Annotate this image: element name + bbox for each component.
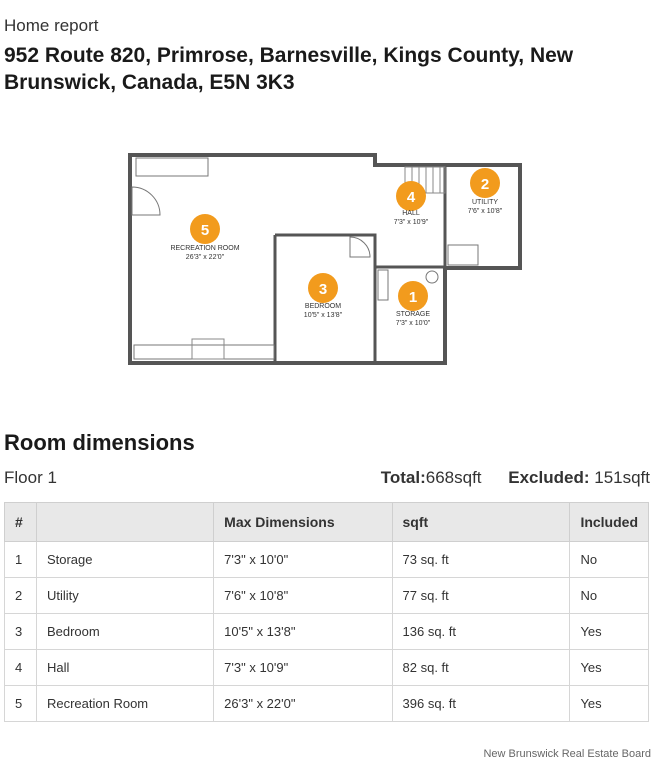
room-dimensions-title: Room dimensions (4, 430, 195, 455)
room-label-recreation: RECREATION ROOM (170, 245, 240, 252)
row-number: 5 (5, 686, 37, 722)
row-included: No (570, 542, 649, 578)
room-marker-1[interactable] (398, 281, 428, 311)
table-row (5, 650, 649, 686)
total-value: 668sqft (425, 468, 482, 487)
row-room: Hall (36, 650, 213, 686)
row-dims: 7'3" x 10'9" (214, 650, 392, 686)
row-dims: 26'3" x 22'0" (214, 686, 392, 722)
room-marker-4[interactable] (396, 181, 426, 211)
svg-text:3: 3 (318, 281, 328, 298)
row-included: Yes (570, 650, 649, 686)
row-sqft: 77 sq. ft (392, 578, 570, 614)
row-number: 2 (5, 578, 37, 614)
row-included: Yes (570, 686, 649, 722)
total-label: Total: (380, 468, 426, 487)
row-room: Utility (36, 578, 213, 614)
svg-text:2: 2 (480, 176, 490, 193)
svg-text:5: 5 (200, 222, 210, 239)
room-dims-hall: 7'3" x 10'9" (393, 219, 429, 226)
row-room: Storage (36, 542, 213, 578)
room-label-storage: STORAGE (395, 311, 431, 318)
row-room: Recreation Room (36, 686, 213, 722)
row-number: 3 (5, 614, 37, 650)
row-number: 1 (5, 542, 37, 578)
col-included: Included (570, 503, 649, 542)
floor-plan (120, 145, 540, 375)
row-sqft: 136 sq. ft (392, 614, 570, 650)
footer-credit: New Brunswick Real Estate Board (483, 748, 651, 760)
row-number: 4 (5, 650, 37, 686)
room-marker-2[interactable] (470, 168, 500, 198)
svg-text:1: 1 (408, 289, 418, 306)
excluded-value: 151sqft (594, 468, 650, 487)
row-dims: 7'3" x 10'0" (214, 542, 392, 578)
row-sqft: 73 sq. ft (392, 542, 570, 578)
table-row (5, 542, 649, 578)
report-label: Home report (4, 16, 99, 35)
row-sqft: 396 sq. ft (392, 686, 570, 722)
excluded-label: Excluded: (508, 468, 590, 487)
property-address: 952 Route 820, Primrose, Barnesville, Kings County, New Brunswick, Canada, E5N 3K3 (4, 44, 574, 94)
room-label-hall: HALL (402, 210, 420, 217)
room-dims-recreation: 26'3" x 22'0" (185, 254, 225, 261)
room-label-utility: UTILITY (471, 199, 499, 206)
col-sqft: sqft (392, 503, 570, 542)
room-marker-3[interactable] (308, 273, 338, 303)
row-included: Yes (570, 614, 649, 650)
col-max-dimensions: Max Dimensions (214, 503, 392, 542)
room-dims-storage: 7'3" x 10'0" (395, 320, 431, 327)
row-dims: 10'5" x 13'8" (214, 614, 392, 650)
room-label-bedroom: BEDROOM (304, 303, 342, 310)
col-number: # (5, 503, 37, 542)
row-included: No (570, 578, 649, 614)
room-dimensions-table (4, 502, 649, 722)
room-marker-5[interactable] (190, 214, 220, 244)
row-sqft: 82 sq. ft (392, 650, 570, 686)
room-dims-utility: 7'6" x 10'8" (467, 208, 503, 215)
svg-text:4: 4 (406, 189, 416, 206)
table-row (5, 614, 649, 650)
room-dims-bedroom: 10'5" x 13'8" (303, 312, 343, 319)
table-row (5, 578, 649, 614)
area-totals (381, 468, 650, 488)
table-row (5, 686, 649, 722)
floor-plan-fixtures (132, 158, 478, 359)
row-room: Bedroom (36, 614, 213, 650)
row-dims: 7'6" x 10'8" (214, 578, 392, 614)
floor-name: Floor 1 (4, 468, 57, 487)
table-header-row (5, 503, 649, 542)
col-room (36, 503, 213, 542)
